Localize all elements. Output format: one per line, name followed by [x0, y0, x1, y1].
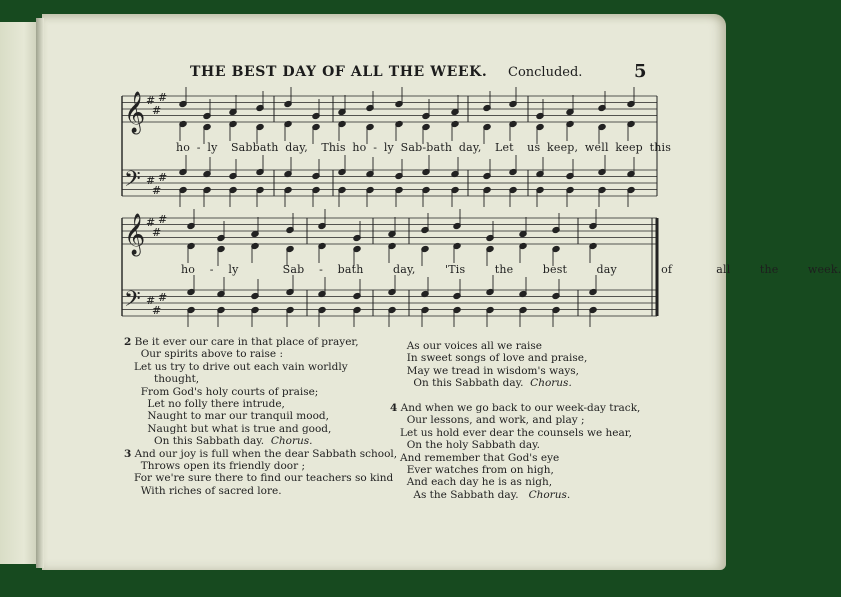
verse-line: On this Sabbath day. Chorus. — [390, 377, 572, 390]
verse-text: For we're sure there to find our teachers so kind — [124, 472, 394, 485]
verse-line — [390, 352, 660, 364]
verse-text: Our spirits above to raise : — [124, 348, 283, 361]
verse-text: Naught but what is true and good, — [124, 422, 332, 435]
sharp-sign: # — [146, 294, 156, 307]
verses-left-column — [124, 336, 424, 497]
verse-line — [124, 448, 424, 460]
song-subtitle: Concluded. — [508, 65, 583, 80]
verse-line — [124, 386, 424, 398]
verse-text: On this Sabbath day. — [390, 377, 531, 390]
sharp-sign: # — [152, 304, 162, 317]
verse-line: As the Sabbath day. Chorus. — [390, 488, 571, 501]
verse-text: In sweet songs of love and praise, — [390, 352, 588, 365]
verse-text: Be it ever our care in that place of prayer, — [131, 336, 359, 348]
verse-line — [124, 423, 424, 435]
verse-number: 4 — [390, 401, 398, 414]
verse-line — [124, 472, 424, 484]
verse-line — [124, 348, 424, 360]
sharp-sign: # — [152, 184, 162, 197]
verse-text: On the holy Sabbath day. — [390, 439, 540, 452]
verse-line — [390, 476, 660, 488]
verse-line — [124, 485, 424, 497]
treble-clef-icon: 𝄞 — [124, 92, 146, 133]
verse-text: thought, — [124, 373, 200, 386]
verse-text: Our lessons, and work, and play ; — [390, 414, 585, 427]
verse-number: 3 — [124, 447, 132, 460]
verse-line — [390, 427, 660, 439]
verse-line — [390, 452, 660, 464]
verse-text: Throws open its friendly door ; — [124, 459, 306, 472]
lyrics-line-2: ho - ly Sab - bath day, 'Tis the best day of all the week. — [181, 263, 841, 276]
verse-line — [390, 340, 660, 352]
verse-text: And each day he is as nigh, — [390, 476, 553, 489]
verse-line — [124, 460, 424, 472]
verse-text: As the Sabbath day. — [390, 488, 529, 501]
verse-line — [124, 410, 424, 422]
song-title: THE BEST DAY OF ALL THE WEEK. — [190, 64, 488, 80]
verse-line — [124, 336, 424, 348]
page-number: 5 — [634, 61, 647, 82]
sharp-sign: # — [158, 291, 168, 304]
verse-text: May we tread in wisdom's ways, — [390, 364, 579, 377]
sharp-sign: # — [158, 171, 168, 184]
verse-line — [390, 464, 660, 476]
sharp-sign: # — [152, 104, 162, 117]
verse-text: From God's holy courts of praise; — [124, 385, 319, 398]
verse-text: On this Sabbath day. — [124, 435, 271, 448]
sharp-sign: # — [158, 91, 168, 104]
verse-text: Let us try to drive out each vain worldly — [124, 360, 348, 373]
treble-clef-icon: 𝄞 — [124, 214, 146, 255]
verse-text: Ever watches from on high, — [390, 463, 554, 476]
verse-line — [390, 402, 660, 414]
verse-text: As our voices all we raise — [390, 340, 542, 352]
verse-text: And our joy is full when the dear Sabbath school, — [131, 447, 398, 460]
verse-line — [390, 439, 660, 451]
verse-line — [390, 390, 660, 402]
verse-line — [124, 361, 424, 373]
verse-number: 2 — [124, 336, 132, 348]
verse-line — [390, 365, 660, 377]
verse-line: On this Sabbath day. Chorus. — [124, 435, 313, 448]
verse-text: With riches of sacred lore. — [124, 484, 282, 497]
verse-text: Let no folly there intrude, — [124, 397, 285, 410]
sharp-sign: # — [158, 213, 168, 226]
verse-text: Naught to mar our tranquil mood, — [124, 410, 329, 423]
lyrics-line-1: ho - ly Sabbath day, This ho - ly Sab-bath day, Let us keep, well keep this — [176, 141, 672, 154]
sharp-sign: # — [146, 94, 156, 107]
verses-right-column — [390, 340, 660, 501]
bass-clef-icon: 𝄢 — [124, 167, 141, 197]
sharp-sign: # — [146, 174, 156, 187]
verse-line — [390, 414, 660, 426]
verse-line — [124, 373, 424, 385]
verse-text: And remember that God's eye — [390, 451, 560, 464]
verse-text: And when we go back to our week-day track, — [397, 401, 641, 414]
sharp-sign: # — [152, 226, 162, 239]
verse-line — [124, 398, 424, 410]
verse-text: Let us hold ever dear the counsels we hear, — [390, 426, 632, 439]
sharp-sign: # — [146, 216, 156, 229]
bass-clef-icon: 𝄢 — [124, 287, 141, 317]
